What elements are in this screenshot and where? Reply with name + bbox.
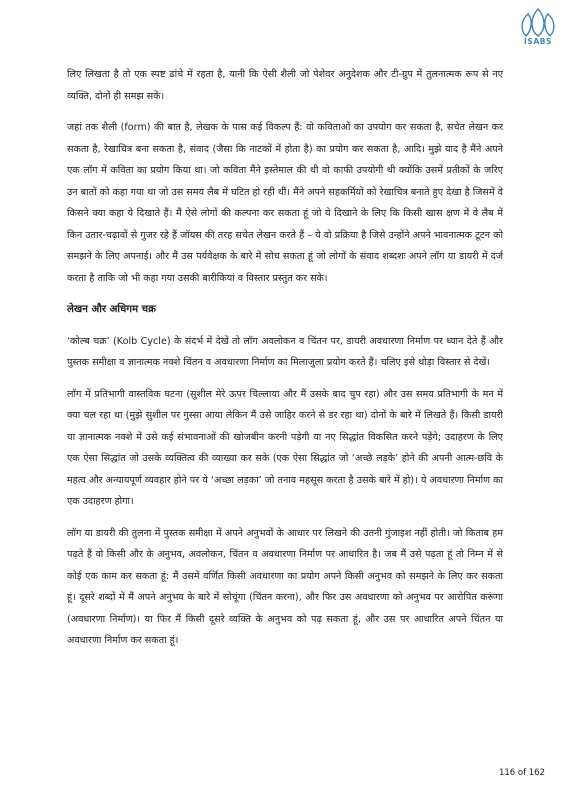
page-body xyxy=(67,64,503,662)
lotus-icon xyxy=(517,6,559,38)
paragraph: लिए लिखता है तो एक स्पष्ट ढांचे में रहता है, यानी कि ऐसी शैली जो पेशेवर अनुदेशक और टी-ग्रुप में तुलनात्मक रूप से नए व्यक्ति, दोनों ही समझ सकें। xyxy=(67,69,503,102)
paragraph: ‘कोल्ब चक्र’ (Kolb Cycle) के संदर्भ में देखें तो लॉग अवलोकन व चिंतन पर, डायरी अवधारणा निर्माण पर ध्यान देते हैं और पुस्तक समीक्षा व ज्ञानात्मक नक्शे चिंतन व अवधारणा निर्माण का मिलाजुला प्रयोग करते हैं। चलिए इसे थोड़ा विस्तार से देखें। xyxy=(67,335,503,368)
page-number: 116 of 162 xyxy=(498,768,545,778)
logo-text: ISABS xyxy=(523,37,553,46)
paragraph: लॉग या डायरी की तुलना में पुस्तक समीक्षा में अपने अनुभवों के आधार पर लिखने की उतनी गुंजाइश नहीं होती। जो किताब हम पढ़ते हैं वो किसी और के अनुभव, अवलोकन, चिंतन व अवधारणा निर्माण पर आधारित है। जब मैं उसे पढ़ता हूं तो निम्न में से कोई एक काम कर सकता हूं: मैं उसमें वर्णित किसी अवधारणा का प्रयोग अपने किसी अनुभव को समझने के लिए कर सकता हूं। दूसरे शब्दों में मैं अपने अनुभव के बारे में सोचूंगा (चिंतन करना), और फिर उस अवधारणा को अनुभव पर आरोपित करूंगा (अवधारणा निर्माण)। या फिर मैं किसी दूसरे व्यक्ति के अनुभव को पढ़ सकता हूं, और उस पर आधारित अपने चिंतन या अवधारणा निर्माण कर सकता हूं। xyxy=(67,527,503,646)
section-heading: लेखन और अधिगम चक्र xyxy=(67,304,156,315)
paragraph: जहां तक शैली (form) की बात है, लेखक के पास कई विकल्प हैं: वो कविताओं का उपयोग कर सकता है, सचेत लेखन कर सकता है, रेखाचित्र बना सकता है, संवाद (जैसा कि नाटकों में होता है) का प्रयोग कर सकता है, आदि। मुझे याद है मैंने अपने एक लॉग में कविता का प्रयोग किया था। जो कविता मैंने इस्तेमाल की थी वो काफी उपयोगी थी क्योंकि उसमें प्रतीकों के जरिए उन बातों को कहा गया था जो उस समय लैब में घटित हो रही थीं। मैंने अपने सहकर्मियों को रेखाचित्र बनाते हुए देखा है जिसमें वे किसने क्या कहा ये दिखाते हैं। मैं ऐसे लोगों की कल्पना कर सकता हूं जो ये दिखाने के लिए कि किसी खास क्षण में वे लैब में किन उतार-चढ़ावों से गुजर रहे हैं जॉयस की तरह सचेत लेखन करते हैं – ये वो प्रक्रिया है जिसे उन्होंने अपने भावनात्मक टूटन को समझने के लिए अपनाई। और मैं उस पर्यवेक्षक के बारे में सोच सकता हूं जो लोगों के संवाद शब्दशः अपने लॉग या डायरी में दर्ज करता है ताकि जो भी कहा गया उसकी बारीकियां व विस्तार प्रस्तुत कर सके। xyxy=(67,122,503,284)
paragraph: लॉग में प्रतिभागी वास्तविक घटना (सुशील मेरे ऊपर चिल्लाया और मैं उसके बाद चुप रहा) और उस समय प्रतिभागी के मन में क्या चल रहा था (मुझे सुशील पर गुस्सा आया लेकिन मैं उसे जाहिर करने से डर रहा था) दोनों के बारे में लिखते हैं। किसी डायरी या ज्ञानात्मक नक्शे में उसे कई संभावनाओं की खोजबीन करनी पड़ेगी या नए सिद्धांत विकसित करने पड़ेंगे; उदाहरण के लिए एक ऐसा सिद्धांत जो उसके व्यक्तित्व की व्याख्या कर सके (एक ऐसा सिद्धांत जो ‘अच्छे लड़के’ होने की अपनी आत्म-छवि के महत्व और अन्यायपूर्ण व्यवहार होने पर ये ‘अच्छा लड़का’ जो तनाव महसूस करता है उसके बारे में हो)। ये अवधारणा निर्माण का एक उदाहरण होगा। xyxy=(67,388,503,507)
